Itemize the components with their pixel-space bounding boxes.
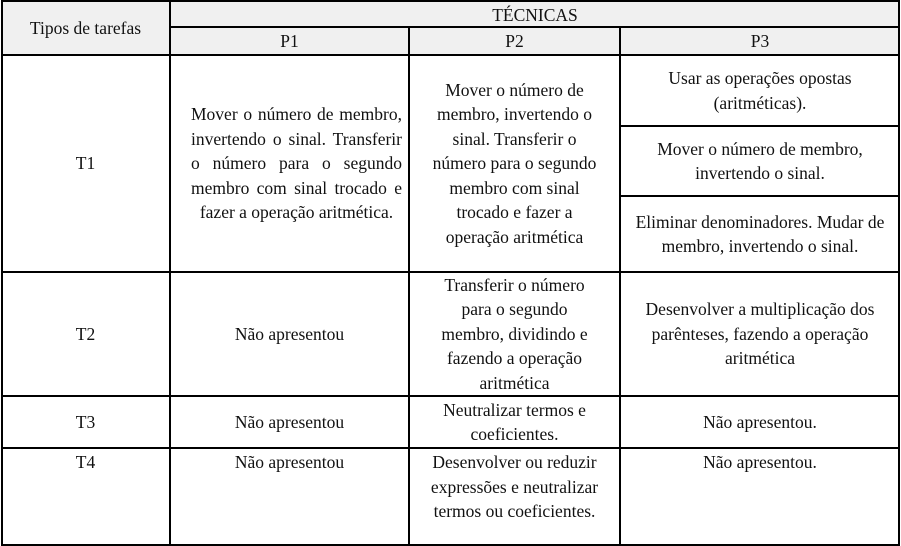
header-techniques bbox=[171, 2, 899, 28]
border-header-bottom bbox=[1, 54, 900, 56]
header-techniques-label: TÉCNICAS bbox=[492, 4, 578, 25]
technique-text: Não apresentou bbox=[234, 411, 345, 432]
technique-text: Não apresentou. bbox=[703, 452, 817, 472]
technique-text: Mover o número de membro, invertendo o sinal. bbox=[657, 138, 863, 183]
technique-text: Desenvolver ou reduzir expressões e neutralizar termos ou coeficientes. bbox=[430, 452, 599, 521]
header-p3-label: P3 bbox=[750, 31, 770, 52]
header-task-types bbox=[2, 2, 169, 54]
technique-text: Desenvolver a multiplicação dos parênteses, fazendo a operação aritmética bbox=[645, 299, 875, 369]
row-t1-p1 bbox=[171, 56, 408, 271]
border-p3-sub1 bbox=[619, 125, 900, 127]
border-col2 bbox=[408, 26, 410, 546]
technique-text: Neutralizar termos e coeficientes. bbox=[443, 399, 586, 444]
task-label: T4 bbox=[75, 452, 96, 472]
row-t4-p1 bbox=[171, 449, 408, 544]
row-t4-task bbox=[2, 449, 169, 544]
border-right bbox=[898, 0, 900, 546]
border-row-t3 bbox=[1, 447, 900, 449]
header-p3 bbox=[621, 29, 899, 54]
row-t3-task bbox=[2, 397, 169, 447]
technique-text: Não apresentou. bbox=[703, 411, 817, 432]
header-p1-label: P1 bbox=[280, 31, 299, 52]
header-p2-label: P2 bbox=[505, 31, 524, 52]
border-top bbox=[1, 0, 900, 2]
task-label: T1 bbox=[75, 153, 96, 174]
technique-text: Eliminar denominadores. Mudar de membro, invertendo o sinal. bbox=[635, 211, 885, 256]
border-left bbox=[1, 0, 3, 546]
task-label: T2 bbox=[75, 323, 96, 344]
technique-text: Usar as operações opostas (aritméticas). bbox=[668, 68, 852, 113]
row-t3-p3 bbox=[621, 397, 899, 447]
row-t2-p2 bbox=[410, 273, 619, 395]
header-p2 bbox=[410, 29, 619, 54]
row-t3-p1 bbox=[171, 397, 408, 447]
row-t1-p3-b bbox=[621, 127, 899, 195]
technique-text: Mover o número de membro, invertendo o sinal. Transferir o número para o segundo membro com sinal trocado e fazer a operação aritmética bbox=[432, 79, 597, 247]
technique-text: Transferir o número para o segundo membro, dividindo e fazendo a operação aritmética bbox=[441, 274, 588, 393]
row-t2-p1 bbox=[171, 273, 408, 395]
header-task-types-label: Tipos de tarefas bbox=[29, 17, 142, 38]
row-t4-p3 bbox=[621, 449, 899, 544]
border-row-t1 bbox=[1, 271, 900, 273]
header-p1 bbox=[171, 29, 408, 54]
border-header-split bbox=[169, 26, 900, 28]
row-t2-task bbox=[2, 273, 169, 395]
row-t1-p3-a bbox=[621, 56, 899, 125]
border-col3 bbox=[619, 26, 621, 546]
row-t1-p3-c bbox=[621, 197, 899, 271]
row-t1-p2 bbox=[410, 56, 619, 271]
row-t3-p2 bbox=[410, 397, 619, 447]
border-row-t2 bbox=[1, 395, 900, 397]
row-t4-p2 bbox=[410, 449, 619, 544]
technique-text: Mover o número de membro, invertendo o sinal. Transferir o número para o segundo membro com sinal trocado e fazer a operação aritmética. bbox=[191, 104, 402, 223]
technique-text: Não apresentou bbox=[234, 323, 345, 344]
row-t2-p3 bbox=[621, 273, 899, 395]
technique-text: Não apresentou bbox=[234, 452, 345, 472]
border-col1 bbox=[169, 0, 171, 546]
task-label: T3 bbox=[75, 411, 96, 432]
border-p3-sub2 bbox=[619, 195, 900, 197]
row-t1-task bbox=[2, 56, 169, 271]
